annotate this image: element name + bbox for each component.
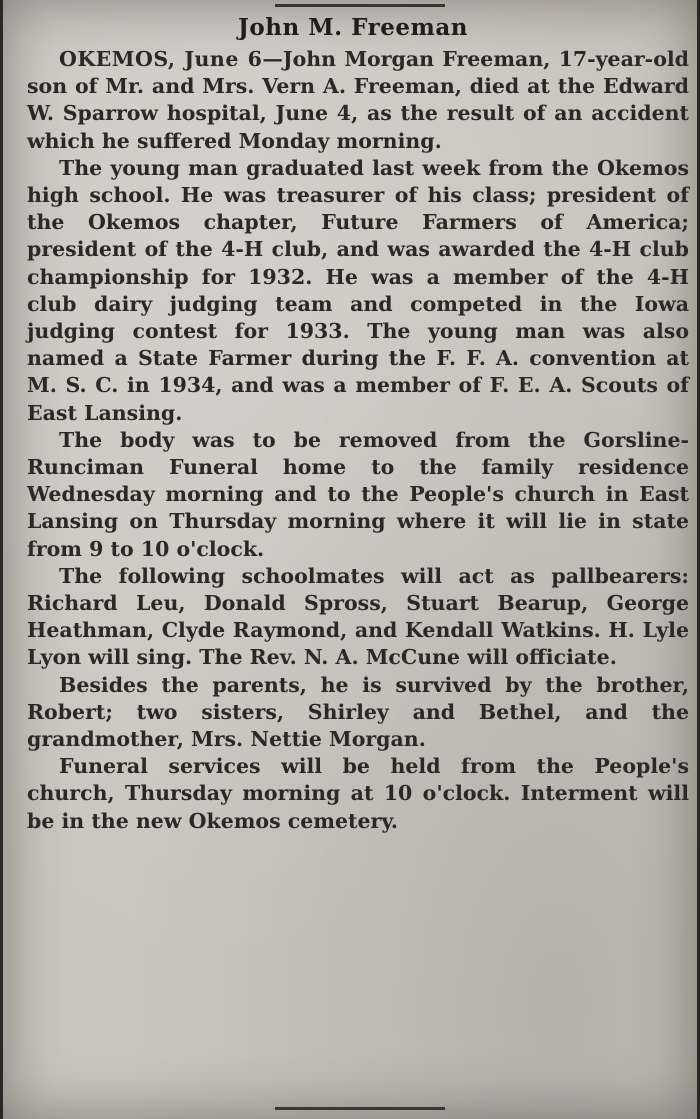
- paragraph-4: The following schoolmates will act as pallbearers: Richard Leu, Donald Spross, Stuart Bearup, George Heathman, Clyde Raymond, and Kendall Watkins. H. Lyle Lyon will sing. The Rev. N. A. McCune will officiate.: [27, 563, 689, 670]
- paragraph-6: Funeral services will be held from the People's church, Thursday morning at 10 o'clock. Interment will be in the new Okemos cemetery.: [27, 754, 689, 833]
- paragraph-1: [27, 46, 689, 155]
- paragraph-1-text: —John Morgan Freeman, 17-year-old son of Mr. and Mrs. Vern A. Freeman, died at the Edward W. Sparrow hospital, June 4, as the result of an accident which he suffered Monday morning.: [27, 47, 689, 153]
- bottom-rule: [275, 1107, 445, 1110]
- dateline: OKEMOS, June 6: [59, 47, 263, 71]
- paragraph-2: The young man graduated last week from the Okemos high school. He was treasurer of his class; president of the Okemos chapter, Future Farmers of America; president of the 4-H club, and was awarded the 4-H club championship for 1932. He was a member of the 4-H club dairy judging team and competed in the Iowa judging contest for 1933. The young man was also named a State Farmer during the F. F. A. convention at M. S. C. in 1934, and was a member of F. E. A. Scouts of East Lansing.: [27, 155, 689, 425]
- headline: John M. Freeman: [238, 14, 468, 41]
- top-rule: [275, 4, 445, 7]
- paragraph-3: The body was to be removed from the Gorsline-Runciman Funeral home to the family residence Wednesday morning and to the People's church in East Lansing on Thursday morning where it will lie in state from 9 to 10 o'clock.: [27, 427, 689, 561]
- article-body: [27, 46, 689, 835]
- paragraph-5: Besides the parents, he is survived by the brother, Robert; two sisters, Shirley and Bethel, and the grandmother, Mrs. Nettie Morgan.: [27, 672, 689, 752]
